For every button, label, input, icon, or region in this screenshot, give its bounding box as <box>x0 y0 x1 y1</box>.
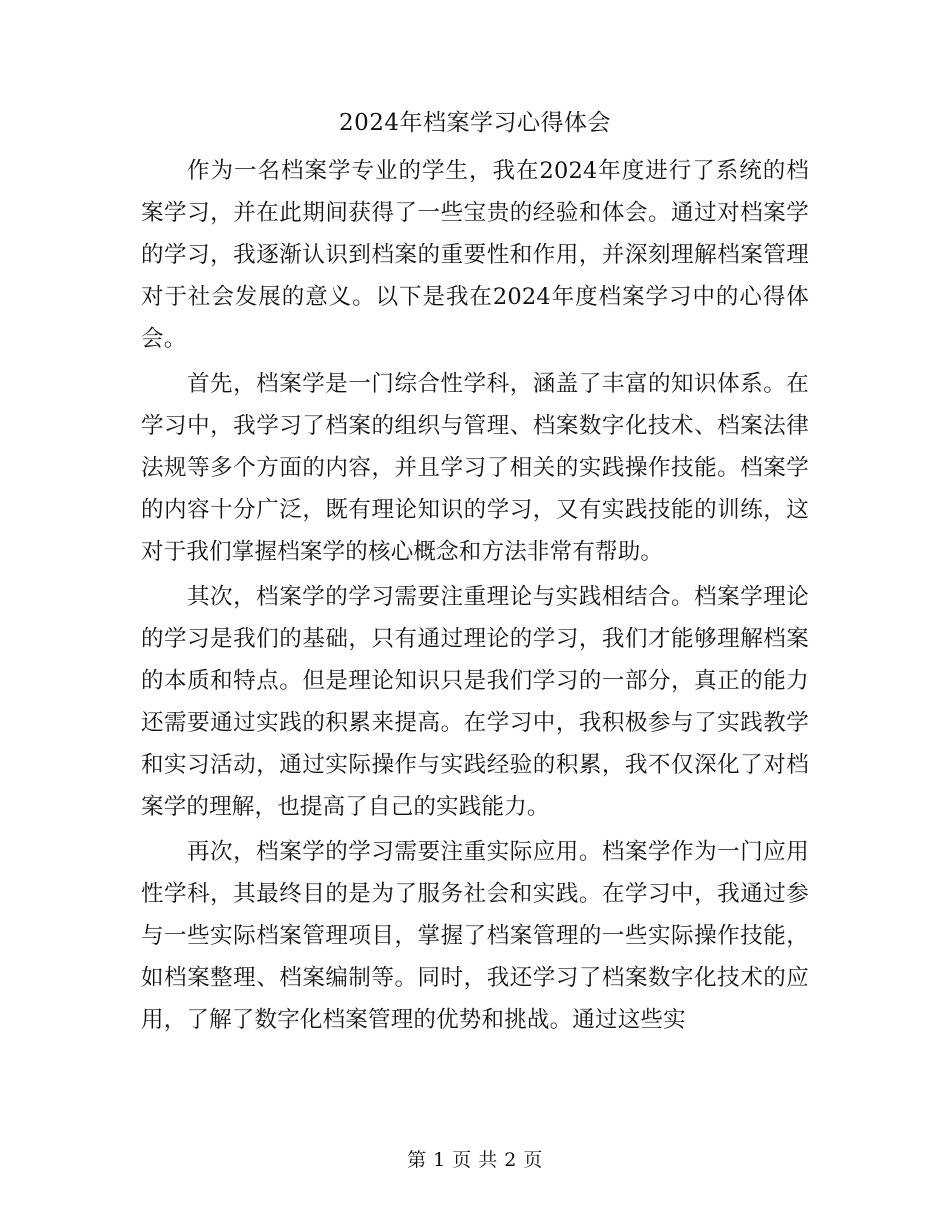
paragraph-second-point: 其次，档案学的学习需要注重理论与实践相结合。档案学理论的学习是我们的基础，只有通过理论的学习，我们才能够理解档案的本质和特点。但是理论知识只是我们学习的一部分，真正的能力还需要通过实践的积累来提高。在学习中，我积极参与了实践教学和实习活动，通过实际操作与实践经验的积累，我不仅深化了对档案学的理解，也提高了自己的实践能力。 <box>141 584 809 820</box>
document-title: 2024年档案学习心得体会 <box>338 110 612 136</box>
document-body <box>141 150 809 1041</box>
paragraph-first-point: 首先，档案学是一门综合性学科，涵盖了丰富的知识体系。在学习中，我学习了档案的组织与管理、档案数字化技术、档案法律法规等多个方面的内容，并且学习了相关的实践操作技能。档案学的内容十分广泛，既有理论知识的学习，又有实践技能的训练，这对于我们掌握档案学的核心概念和方法非常有帮助。 <box>141 371 809 565</box>
page-number-footer: 第 1 页 共 2 页 <box>407 1149 543 1171</box>
paragraph-third-point: 再次，档案学的学习需要注重实际应用。档案学作为一门应用性学科，其最终目的是为了服务社会和实践。在学习中，我通过参与一些实际档案管理项目，掌握了档案管理的一些实际操作技能，如档案整理、档案编制等。同时，我还学习了档案数字化技术的应用，了解了数字化档案管理的优势和挑战。通过这些实 <box>141 839 809 1033</box>
paragraph-intro: 作为一名档案学专业的学生，我在2024年度进行了系统的档案学习，并在此期间获得了一些宝贵的经验和体会。通过对档案学的学习，我逐渐认识到档案的重要性和作用，并深刻理解档案管理对于社会发展的意义。以下是我在2024年度档案学习中的心得体会。 <box>141 158 809 352</box>
